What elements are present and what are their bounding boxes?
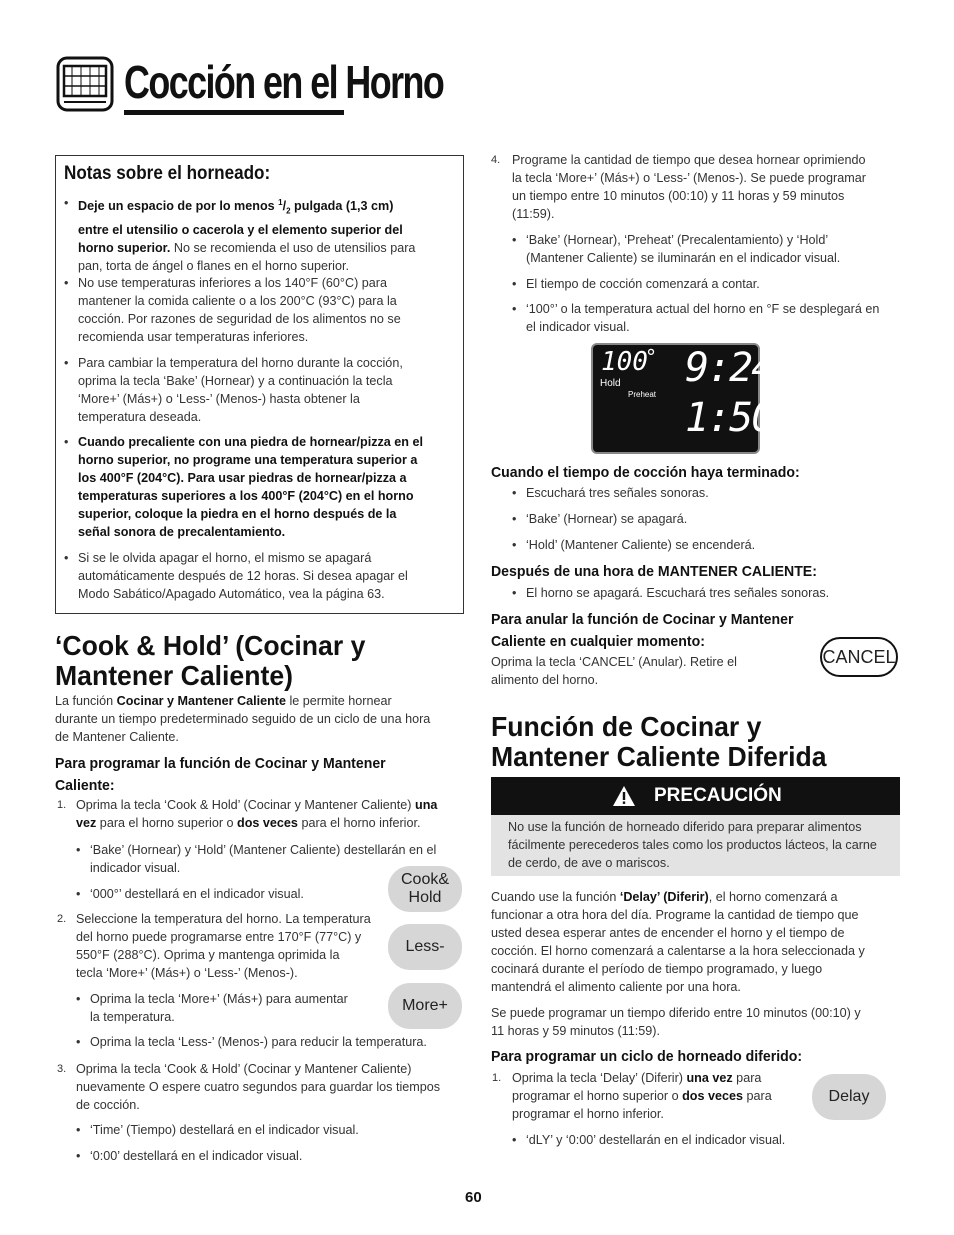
s4-line2: la tecla ‘More+’ (Más+) o ‘Less-’ (Menos-). Se puede programar bbox=[512, 171, 866, 185]
ds1-line3: programar el horno inferior. bbox=[512, 1107, 664, 1121]
cookhold-heading bbox=[55, 631, 454, 691]
note4-line5: superior, coloque la piedra en el horno después de la bbox=[78, 507, 397, 521]
after-heading: Después de una hora de MANTENER CALIENTE: bbox=[491, 563, 817, 580]
delay-paragraph-1 bbox=[491, 888, 901, 996]
ds1-d: programar el horno superior o bbox=[512, 1089, 683, 1103]
cook-hold-label-1: Cook& bbox=[400, 871, 450, 888]
note5-line1: Si se le olvida apagar el horno, el mismo se apagará bbox=[78, 551, 372, 565]
step-4-bullet-2: • El tiempo de cocción comenzará a contar. bbox=[512, 277, 760, 291]
more-button[interactable] bbox=[388, 983, 462, 1029]
cancel-head-line2: Caliente en cualquier momento: bbox=[491, 633, 705, 650]
step-2-number: 2. bbox=[57, 913, 67, 925]
note5-line3: Modo Sabático/Apagado Automático, vea la página 63. bbox=[78, 587, 385, 601]
note1-sub: 2 bbox=[286, 206, 291, 216]
caution-line2: fácilmente perecederos tales como los productos lácteos, la carne bbox=[508, 838, 877, 852]
s1b2-text: ‘000°’ destellará en el indicador visual. bbox=[90, 887, 304, 901]
s3b1-text: ‘Time’ (Tiempo) destellará en el indicador visual. bbox=[90, 1123, 359, 1137]
s3-line2: nuevamente O espere cuatro segundos para guardar los tiempos bbox=[76, 1080, 441, 1094]
dp1-line5: cocinará durante el período de tiempo programado, y luego bbox=[491, 962, 823, 976]
ds1-e: dos veces bbox=[682, 1089, 744, 1103]
page-title: Cocción en el Horno bbox=[124, 56, 444, 108]
display-time-1: 9:24 bbox=[685, 345, 774, 391]
dp1-line3: usted desea esperar antes de encender el horno y el tiempo de bbox=[491, 926, 845, 940]
ds1-b: una vez bbox=[686, 1071, 733, 1085]
s1-d: para el horno superior o bbox=[96, 816, 238, 830]
after-b1-text: El horno se apagará. Escuchará tres señales sonoras. bbox=[526, 586, 830, 600]
s4-line3: un tiempo entre 10 minutos (00:10) y 11 horas y 59 minutos bbox=[512, 189, 845, 203]
display-temp: 100 bbox=[601, 347, 648, 377]
step-3-bullet-1: • ‘Time’ (Tiempo) destellará en el indicador visual. bbox=[76, 1123, 359, 1137]
display-preheat: Preheat bbox=[628, 390, 657, 399]
caution-line1: No use la función de horneado diferido para preparar alimentos bbox=[508, 820, 862, 834]
s3-line3: de cocción. bbox=[76, 1098, 140, 1112]
s4-line1: Programe la cantidad de tiempo que desea hornear oprimiendo bbox=[512, 153, 866, 167]
cook-hold-button[interactable] bbox=[388, 866, 462, 912]
delay-step-1-number: 1. bbox=[492, 1072, 502, 1084]
bullet-dot: • bbox=[64, 196, 69, 210]
step-2-bullet-2: • Oprima la tecla ‘Less-’ (Menos-) para reducir la temperatura. bbox=[76, 1035, 427, 1049]
less-label: Less- bbox=[405, 938, 445, 955]
s1-f: para el horno inferior. bbox=[297, 816, 421, 830]
done-b2-text: ‘Bake’ (Hornear) se apagará. bbox=[526, 512, 688, 526]
s4b3-line1: ‘100°’ o la temperatura actual del horno en °F se desplegará en bbox=[526, 302, 880, 316]
s2-line4: tecla ‘More+’ (Más+) o ‘Less-’ (Menos-). bbox=[76, 966, 298, 980]
s1-a: Oprima la tecla ‘Cook & Hold’ (Cocinar y Mantener Caliente) bbox=[76, 798, 415, 812]
s2b1-line1: Oprima la tecla ‘More+’ (Más+) para aumentar bbox=[90, 992, 348, 1006]
title-rule bbox=[124, 110, 344, 115]
intro-b: Cocinar y Mantener Caliente bbox=[116, 694, 286, 708]
ds1b1-text: ‘dLY’ y ‘0:00’ destellarán en el indicador visual. bbox=[526, 1133, 786, 1147]
cookhold-intro bbox=[55, 692, 465, 746]
notes-bullet-3: • Para cambiar la temperatura del horno durante la cocción, oprima la tecla ‘Bake’ (Hornear) y a continuación la tecla ‘More+’ (Más+) o ‘Less-’ (Menos-) hasta obtener la temperatura deseada. bbox=[64, 356, 403, 424]
intro-a: La función bbox=[55, 694, 117, 708]
s3-line1: Oprima la tecla ‘Cook & Hold’ (Cocinar y Mantener Caliente) bbox=[76, 1062, 412, 1076]
note3-line4: temperatura deseada. bbox=[78, 410, 202, 424]
delay-heading-line1: Función de Cocinar y bbox=[491, 711, 762, 742]
step-3-text bbox=[76, 1060, 468, 1114]
s1b1-line1: ‘Bake’ (Hornear) y ‘Hold’ (Mantener Caliente) destellarán en el bbox=[90, 843, 437, 857]
dp1-line6: mantendrá el alimento caliente por una hora. bbox=[491, 980, 741, 994]
less-button[interactable] bbox=[388, 924, 462, 970]
step-1-bullet-2: • ‘000°’ destellará en el indicador visual. bbox=[76, 887, 304, 901]
note3-line1: Para cambiar la temperatura del horno durante la cocción, bbox=[78, 356, 403, 370]
sub-line1: Para programar la función de Cocinar y Mantener bbox=[55, 755, 386, 772]
notes-bullet-2: • No use temperaturas inferiores a los 140°F (60°C) para mantener la comida caliente o a los 200°C (93°C) para la cocción. Por razones de seguridad de los alimentos no se recomienda usar temperaturas inferiores. bbox=[64, 276, 401, 344]
s4-line4: (11:59). bbox=[512, 207, 555, 221]
done-bullet-1: • Escuchará tres señales sonoras. bbox=[512, 486, 709, 500]
note1-sup: 1 bbox=[278, 198, 283, 207]
ds1-f: para bbox=[743, 1089, 772, 1103]
step-4-bullet-3: • ‘100°’ o la temperatura actual del horno en °F se desplegará en el indicador visual. bbox=[512, 302, 880, 334]
cancel-line2: alimento del horno. bbox=[491, 673, 599, 687]
s1-e: dos veces bbox=[237, 816, 298, 830]
note4-line2: horno superior, no programe una temperatura superior a bbox=[78, 453, 418, 467]
step-4-bullet-1: • ‘Bake’ (Hornear), ‘Preheat’ (Precalentamiento) y ‘Hold’ (Mantener Caliente) se iluminarán en el indicador visual. bbox=[512, 233, 841, 265]
ds1-c: para bbox=[732, 1071, 762, 1085]
done-bullet-2: • ‘Bake’ (Hornear) se apagará. bbox=[512, 512, 688, 526]
note2-line1: No use temperaturas inferiores a los 140°F (60°C) para bbox=[78, 276, 387, 290]
cancel-label: CANCEL bbox=[822, 646, 896, 667]
delay-subheading: Para programar un ciclo de horneado diferido: bbox=[491, 1048, 803, 1065]
cook-hold-label-2: Hold bbox=[408, 889, 442, 906]
step-3-number: 3. bbox=[57, 1063, 67, 1075]
dp1-line4: cocción. El horno comenzará a calentarse a la hora seleccionada y bbox=[491, 944, 865, 958]
step-1-bullet-1: • ‘Bake’ (Hornear) y ‘Hold’ (Mantener Caliente) destellarán en el indicador visual. bbox=[76, 843, 437, 875]
s2b2-text: Oprima la tecla ‘Less-’ (Menos-) para reducir la temperatura. bbox=[90, 1035, 427, 1049]
display-bake: Bake bbox=[768, 361, 791, 372]
done-bullet-3: • ‘Hold’ (Mantener Caliente) se encenderá. bbox=[512, 538, 756, 552]
display-time-2: 1:50 bbox=[685, 395, 774, 441]
step-1-text bbox=[76, 796, 468, 832]
note3-line2: oprima la tecla ‘Bake’ (Hornear) y a continuación la tecla bbox=[78, 374, 393, 388]
cancel-text bbox=[491, 653, 811, 689]
delay-step-1-bullet: • ‘dLY’ y ‘0:00’ destellarán en el indicador visual. bbox=[512, 1133, 786, 1147]
dp2-line2: 11 horas y 59 minutos (11:59). bbox=[491, 1024, 660, 1038]
note1-line3-rest: No se recomienda el uso de utensilios para bbox=[170, 240, 416, 255]
caution-line3: de cerdo, de ave o mariscos. bbox=[508, 856, 670, 870]
delay-paragraph-2 bbox=[491, 1004, 901, 1040]
s2-line2: del horno puede programarse entre 170°F (77°C) y bbox=[76, 930, 362, 944]
cancel-line1: Oprima la tecla ‘CANCEL’ (Anular). Retire el bbox=[491, 655, 737, 669]
step-4-text bbox=[512, 151, 907, 223]
dp2-line1: Se puede programar un tiempo diferido entre 10 minutos (00:10) y bbox=[491, 1006, 861, 1020]
dp1-line2: funcionar a otra hora del día. Programe la cantidad de tiempo que bbox=[491, 908, 859, 922]
note1-text-b: pulgada (1,3 cm) bbox=[290, 199, 394, 214]
notes-title: Notas sobre el horneado: bbox=[64, 163, 271, 184]
s4b1-line1: ‘Bake’ (Hornear), ‘Preheat’ (Precalentamiento) y ‘Hold’ bbox=[526, 233, 829, 247]
dp1-a: Cuando use la función bbox=[491, 890, 620, 904]
after-bullet-1: • El horno se apagará. Escuchará tres señales sonoras. bbox=[512, 586, 830, 600]
caution-body bbox=[491, 815, 900, 876]
s2-line1: Seleccione la temperatura del horno. La temperatura bbox=[76, 912, 371, 926]
note1-line2: entre el utensilio o cacerola y el elemento superior del bbox=[78, 222, 403, 237]
delay-button[interactable] bbox=[812, 1074, 886, 1120]
intro-c: le permite hornear bbox=[286, 694, 392, 708]
intro-line3: de Mantener Caliente. bbox=[55, 730, 179, 744]
display-degree: ° bbox=[645, 345, 658, 369]
cookhold-heading-line1: ‘Cook & Hold’ (Cocinar y bbox=[55, 630, 366, 661]
step-2-bullet-1: • Oprima la tecla ‘More+’ (Más+) para aumentar la temperatura. bbox=[76, 992, 348, 1024]
dp1-c: , el horno comenzará a bbox=[708, 890, 838, 904]
done-heading: Cuando el tiempo de cocción haya terminado: bbox=[491, 464, 800, 481]
s1b1-line2: indicador visual. bbox=[90, 861, 181, 875]
s4b3-line2: el indicador visual. bbox=[526, 320, 630, 334]
intro-line2: durante un tiempo predeterminado seguido de un ciclo de una hora bbox=[55, 712, 431, 726]
note1-line4: pan, torta de ángel o flanes en el horno superior. bbox=[78, 258, 349, 273]
note1-text: Deje un espacio de por lo menos bbox=[78, 199, 279, 214]
ds1-a: Oprima la tecla ‘Delay’ (Diferir) bbox=[512, 1071, 687, 1085]
step-1-number: 1. bbox=[57, 799, 67, 811]
cookhold-subheading bbox=[55, 753, 450, 797]
cancel-head-line1: Para anular la función de Cocinar y Mantener bbox=[491, 611, 794, 628]
dp1-b: ‘Delay’ (Diferir) bbox=[619, 890, 709, 904]
oven-display bbox=[591, 343, 791, 454]
note2-line3: cocción. Por razones de seguridad de los alimentos no se bbox=[78, 312, 401, 326]
cancel-button[interactable] bbox=[820, 637, 898, 677]
notes-bullet-4: • Cuando precaliente con una piedra de hornear/pizza en el horno superior, no programe una temperatura superior a los 400°F (204°C). Para usar piedras de hornear/pizza a temperaturas superiores a los 400°F (204°C) en el horno superior, coloque la piedra en el horno después de la señal sonora de precalentamiento. bbox=[64, 435, 424, 539]
s2b1-line2: la temperatura. bbox=[90, 1010, 175, 1024]
delay-label: Delay bbox=[828, 1088, 870, 1105]
cookhold-heading-line2: Mantener Caliente) bbox=[55, 660, 293, 691]
s2-line3: 550°F (288°C). Oprima y mantenga oprimida la bbox=[76, 948, 340, 962]
s4b2-text: El tiempo de cocción comenzará a contar. bbox=[526, 277, 760, 291]
note4-line4: temperaturas superiores a los 400°F (204°C) en el horno bbox=[78, 489, 414, 503]
display-hold: Hold bbox=[600, 378, 621, 389]
s1-c: vez bbox=[76, 816, 97, 830]
s1-b: una bbox=[415, 798, 438, 812]
delay-heading bbox=[491, 712, 909, 772]
note1-line3: horno superior. bbox=[78, 240, 171, 255]
page-number: 60 bbox=[465, 1189, 482, 1206]
warning-icon bbox=[612, 785, 636, 807]
note2-line2: mantener la comida caliente o a los 200°C (93°C) para la bbox=[78, 294, 397, 308]
step-2-text bbox=[76, 910, 396, 982]
step-3-bullet-2: • ‘0:00’ destellará en el indicador visual. bbox=[76, 1149, 303, 1163]
s3b2-text: ‘0:00’ destellará en el indicador visual. bbox=[90, 1149, 303, 1163]
notes-bullet-1: • Deje un espacio de por lo menos $^1/_2$ pulgada (1,3 cm) entre el utensilio o cacerola y el elemento superior del horno superior. No se recomienda el uso de utensilios para pan, torta de ángel o flanes en el horno superior. bbox=[64, 196, 416, 273]
note3-line3: ‘More+’ (Más+) o ‘Less-’ (Menos-) hasta obtener la bbox=[78, 392, 360, 406]
done-b3-text: ‘Hold’ (Mantener Caliente) se encenderá. bbox=[526, 538, 756, 552]
oven-icon bbox=[56, 56, 114, 112]
delay-heading-line2: Mantener Caliente Diferida bbox=[491, 741, 827, 772]
note4-line1: Cuando precaliente con una piedra de hornear/pizza en el bbox=[78, 435, 424, 449]
notes-bullet-5: • Si se le olvida apagar el horno, el mismo se apagará automáticamente después de 12 horas. Si desea apagar el Modo Sabático/Apagado Automático, vea la página 63. bbox=[64, 551, 408, 601]
step-4-number: 4. bbox=[491, 154, 501, 166]
delay-step-1-text bbox=[512, 1069, 812, 1123]
sub-line2: Caliente: bbox=[55, 777, 115, 794]
done-b1-text: Escuchará tres señales sonoras. bbox=[526, 486, 709, 500]
s4b1-line2: (Mantener Caliente) se iluminarán en el indicador visual. bbox=[526, 251, 841, 265]
caution-title: PRECAUCIÓN bbox=[654, 785, 782, 806]
note4-line3: los 400°F (204°C). Para usar piedras de hornear/pizza a bbox=[78, 471, 407, 485]
note5-line2: automáticamente después de 12 horas. Si desea apagar el bbox=[78, 569, 408, 583]
note2-line4: recomienda usar temperaturas inferiores. bbox=[78, 330, 309, 344]
caution-header bbox=[491, 777, 900, 815]
note4-line6: señal sonora de precalentamiento. bbox=[78, 525, 286, 539]
more-label: More+ bbox=[402, 997, 448, 1014]
